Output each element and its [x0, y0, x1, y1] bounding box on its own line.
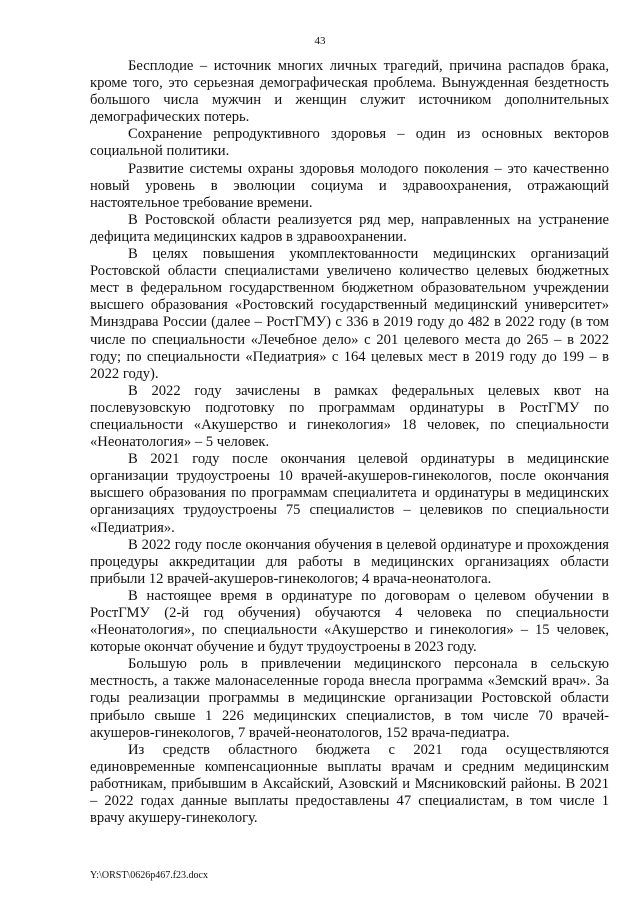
- paragraph: Бесплодие – источник многих личных трагедий, причина распадов брака, кроме того, это серьезная демографическая проблема. Вынужденная бездетность большого числа мужчин и женщин служит источником дополнительных демографических потерь.: [90, 58, 609, 126]
- paragraph: Из средств областного бюджета с 2021 года осуществляются единовременные компенсационные выплаты врачам и средним медицинским работникам, прибывшим в Аксайский, Азовский и Мясниковский районы. В 2021 – 2022 годах данные выплаты предоставлены 47 специалистам, в том числе 1 врачу акушеру-гинекологу.: [90, 741, 609, 827]
- paragraph: В Ростовской области реализуется ряд мер, направленных на устранение дефицита медицинских кадров в здравоохранении.: [90, 211, 609, 245]
- paragraph: Сохранение репродуктивного здоровья – один из основных векторов социальной политики.: [90, 126, 609, 160]
- document-body: [90, 58, 609, 827]
- paragraph: В целях повышения укомплектованности медицинских организаций Ростовской области специалистами увеличено количество целевых бюджетных мест в федеральном государственном бюджетном образовательном учреждении высшего образования «Ростовский государственный медицинский университет» Минздрава России (далее – РостГМУ) с 336 в 2019 году до 482 в 2022 году (в том числе по специальности «Лечебное дело» с 201 целевого места до 265 – в 2022 году; по специальности «Педиатрия» с 164 целевых мест в 2019 году до 199 – в 2022 году).: [90, 246, 609, 382]
- paragraph: В 2022 году зачислены в рамках федеральных целевых квот на послевузовскую подготовку по программам ординатуры в РостГМУ по специальности «Акушерство и гинекология» 18 человек, по специальности «Неонатология» – 5 человек.: [90, 382, 609, 451]
- file-path-footer: Y:\ORST\0626p467.f23.docx: [90, 870, 208, 881]
- page-number: 43: [314, 35, 326, 47]
- paragraph: В 2022 году после окончания обучения в целевой ординатуре и прохождения процедуры аккредитации для работы в медицинских организациях области прибыли 12 врачей-акушеров-гинекологов; 4 врача-неонатолога.: [90, 536, 609, 587]
- paragraph: Большую роль в привлечении медицинского персонала в сельскую местность, а также малонаселенные города внесла программа «Земский врач». За годы реализации программы в медицинские организации Ростовской области прибыло свыше 1 226 медицинских специалистов, в том числе 70 врачей-акушеров-гинекологов, 7 врачей-неонатологов, 152 врача-педиатра.: [90, 656, 609, 741]
- paragraph: В настоящее время в ординатуре по договорам о целевом обучении в РостГМУ (2-й год обучения) обучаются 4 человека по специальности «Неонатология», по специальности «Акушерство и гинекология» – 15 человек, которые окончат обучение и будут трудоустроены в 2023 году.: [90, 587, 609, 656]
- paragraph: Развитие системы охраны здоровья молодого поколения – это качественно новый уровень в эволюции социума и здравоохранения, отражающий настоятельное требование времени.: [90, 160, 609, 211]
- paragraph: В 2021 году после окончания целевой ординатуры в медицинские организации трудоустроены 10 врачей-акушеров-гинекологов, после окончания высшего образования по программам специалитета и ординатуры в медицинских организациях трудоустроены 75 специалистов – целевиков по специальности «Педиатрия».: [90, 451, 609, 536]
